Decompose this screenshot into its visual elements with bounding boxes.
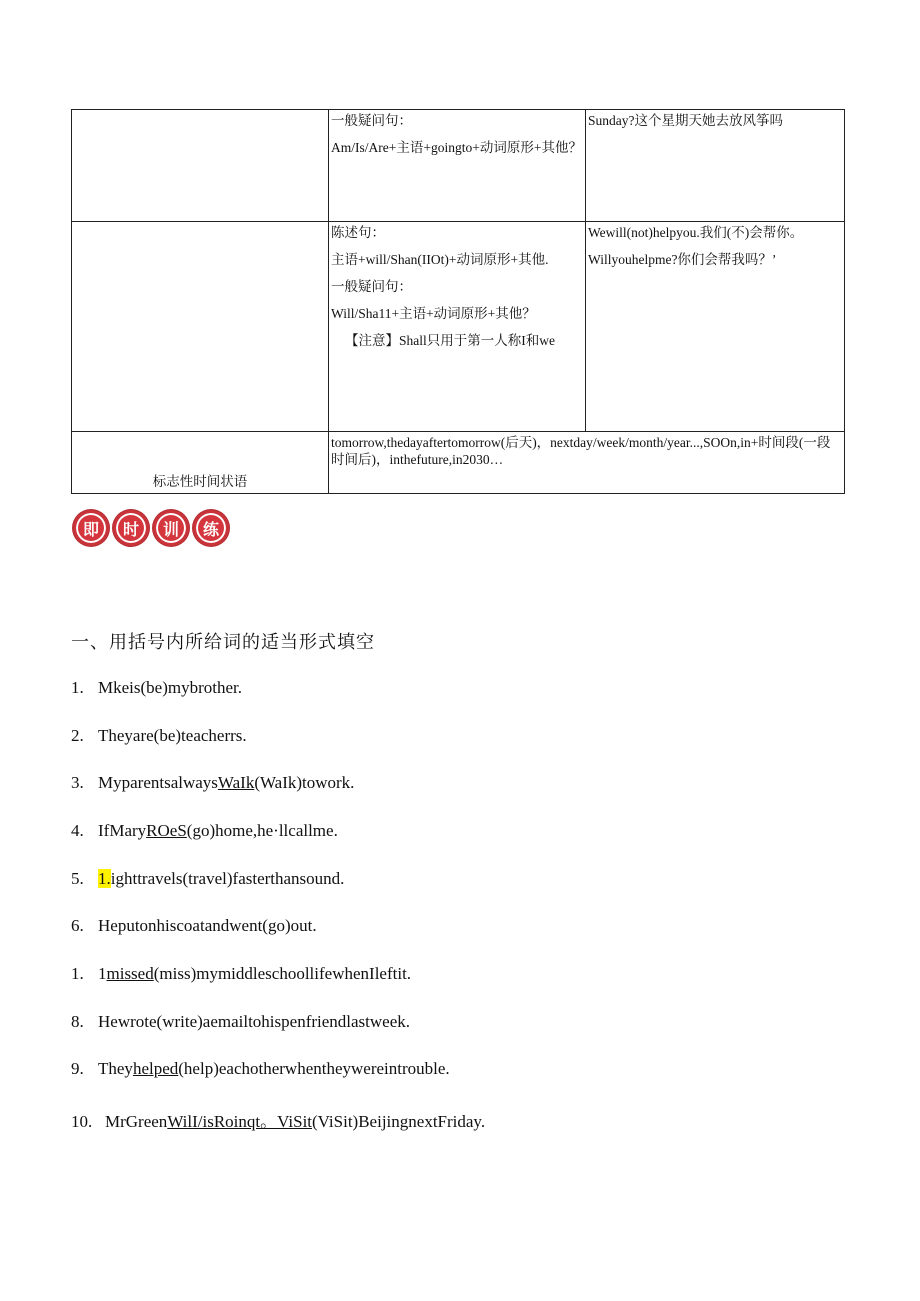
exercise-item	[71, 1059, 450, 1079]
cell-line: Will/Sha11+主语+动词原形+其他？	[331, 305, 536, 321]
exercise-item	[71, 1012, 410, 1032]
exercise-item	[71, 678, 242, 698]
exercise-answer: missed	[106, 964, 154, 983]
exercise-number: 1.	[71, 678, 84, 697]
exercise-number: 9.	[71, 1059, 84, 1078]
exercise-number: 1.	[71, 964, 84, 983]
exercise-text: Myparentsalways	[98, 773, 218, 792]
time-marker-content: tomorrow,thedayaftertomorrow(后天)，nextday/week/month/year...,SOOn,in+时间段(一段时间后)，inthefuture,in2030…	[329, 432, 845, 494]
exercise-text: Hewrote(write)aemailtohispenfriendlastweek.	[98, 1012, 411, 1031]
example-cell	[586, 222, 845, 432]
cell-line: 一般疑问句：	[331, 113, 412, 128]
will-form-cell	[329, 222, 586, 432]
exercise-text: They	[98, 1059, 133, 1078]
exercise-answer: ROeS	[146, 821, 187, 840]
exercise-text: (ViSit)BeijingnextFriday.	[312, 1112, 486, 1131]
exercise-answer: WaIk	[217, 773, 255, 792]
exercise-text: (go)home,he·llcallme.	[186, 821, 338, 840]
exercise-item	[71, 964, 411, 984]
exercise-text: MrGreen	[105, 1112, 168, 1131]
badge-char: 训	[153, 510, 189, 546]
cell-line: Wewill(not)helpyou.我们(不)会帮你。	[588, 225, 804, 240]
exercise-number: 10.	[71, 1112, 93, 1131]
exercise-text: (miss)mymiddleschoollifewhenIleftit.	[153, 964, 412, 983]
cell-line: Sunday?这个星期天她去放风筝吗	[588, 113, 783, 128]
exercise-text: Theyare(be)teacherrs.	[98, 726, 247, 745]
exercise-text: ighttravels(travel)fasterthansound.	[110, 869, 345, 888]
grammar-table	[71, 109, 845, 494]
table-cell-empty	[72, 222, 329, 432]
table-row	[72, 432, 845, 494]
exercise-text: (WaIk)towork.	[254, 773, 355, 792]
exercise-item	[71, 821, 338, 841]
badge-char: 时	[113, 510, 149, 546]
exercise-number: 4.	[71, 821, 84, 840]
exercise-number: 5.	[71, 869, 84, 888]
exercise-text: IfMary	[98, 821, 147, 840]
exercise-text: Heputonhiscoatandwent(go)out.	[98, 916, 317, 935]
practice-badge	[73, 510, 229, 546]
exercise-text: (help)eachotherwhentheywereintrouble.	[178, 1059, 450, 1078]
table-cell-empty	[72, 110, 329, 222]
exercise-number: 2.	[71, 726, 84, 745]
exercise-answer: helped	[132, 1059, 179, 1078]
exercise-answer: WilI/isRoinqt。ViSit	[167, 1112, 313, 1131]
cell-line: 一般疑问句：	[331, 278, 412, 294]
exercise-number: 8.	[71, 1012, 84, 1031]
exercise-text: 1.	[98, 869, 111, 888]
section-title: 一、用括号内所给词的适当形式填空	[71, 632, 375, 653]
cell-line: Am/Is/Are+主语+goingto+动词原形+其他？	[331, 139, 582, 155]
exercise-number: 6.	[71, 916, 84, 935]
example-cell	[586, 110, 845, 222]
exercise-item	[71, 1107, 485, 1132]
exercise-item	[71, 869, 344, 889]
badge-char: 练	[193, 510, 229, 546]
badge-char: 即	[73, 510, 109, 546]
table-row	[72, 110, 845, 222]
exercise-text: 1	[98, 964, 107, 983]
table-row	[72, 222, 845, 432]
cell-line: Willyouhelpme?你们会帮我吗？’	[588, 251, 777, 267]
exercise-item	[71, 773, 354, 793]
note-line: 【注意】Shall只用于第一人称I和we	[345, 332, 555, 348]
exercise-number: 3.	[71, 773, 84, 792]
cell-line: 陈述句：	[331, 225, 385, 240]
exercise-item	[71, 916, 317, 936]
question-form-cell	[329, 110, 586, 222]
cell-line: 主语+will/Shan(IIOt)+动词原形+其他.	[331, 251, 549, 267]
exercise-text: Mkeis(be)mybrother.	[98, 678, 242, 697]
time-marker-label: 标志性时间状语	[72, 432, 329, 494]
exercise-item	[71, 726, 247, 746]
